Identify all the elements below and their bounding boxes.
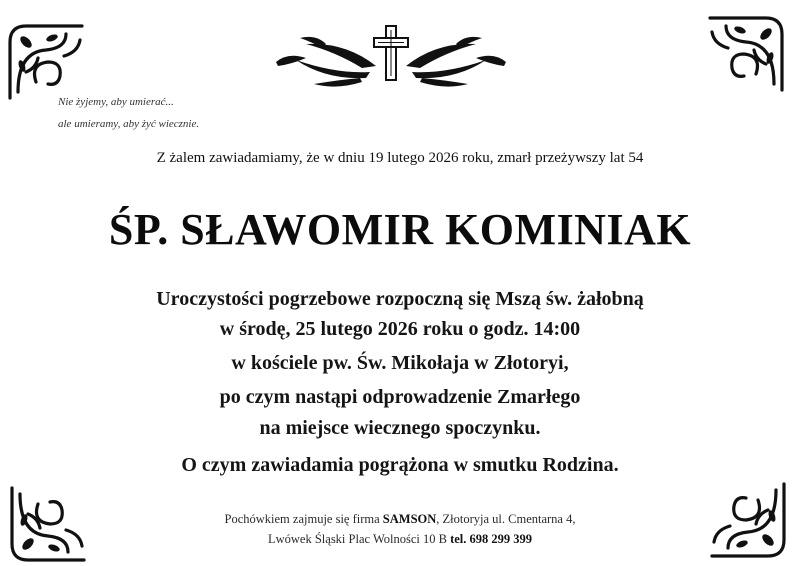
motto-line-2: ale umieramy, aby żyć wiecznie. [58, 118, 200, 130]
ceremony-line-2: w środę, 25 lutego 2026 roku o godz. 14:00 [219, 318, 581, 340]
funeral-home-line-1 [0, 512, 800, 527]
funeral-home-address-2: Lwówek Śląski Plac Wolności 10 B [267, 532, 451, 546]
funeral-home-company: SAMSON [382, 512, 437, 526]
funeral-home-tel-label: tel. [450, 532, 467, 546]
cross-with-leaves-icon [266, 22, 516, 90]
ceremony-line-1: Uroczystości pogrzebowe rozpoczną się Mszą św. żałobną [156, 288, 644, 310]
motto-line-1: Nie żyjemy, aby umierać... [58, 96, 174, 108]
funeral-home-prefix: Pochówkiem zajmuje się firma [224, 512, 383, 526]
ceremony-line-5: na miejsce wiecznego spoczynku. [259, 417, 541, 439]
death-announcement-intro: Z żalem zawiadamiamy, że w dniu 19 lutego 2026 roku, zmarł przeżywszy lat 54 [156, 150, 644, 166]
funeral-home-address-1: , Złotoryja ul. Cmentarna 4, [436, 512, 576, 526]
floral-corner-icon-top-right [706, 14, 786, 94]
ceremony-line-3: w kościele pw. Św. Mikołaja w Złotoryi, [231, 352, 569, 374]
ceremony-line-4: po czym nastąpi odprowadzenie Zmarłego [219, 386, 581, 408]
deceased-name: ŚP. SŁAWOMIR KOMINIAK [108, 205, 692, 254]
floral-corner-icon-top-left [6, 22, 86, 102]
funeral-home-phone: 698 299 399 [466, 532, 533, 546]
family-note: O czym zawiadamia pogrążona w smutku Rodzina. [181, 454, 619, 476]
funeral-home-line-2 [0, 532, 800, 547]
